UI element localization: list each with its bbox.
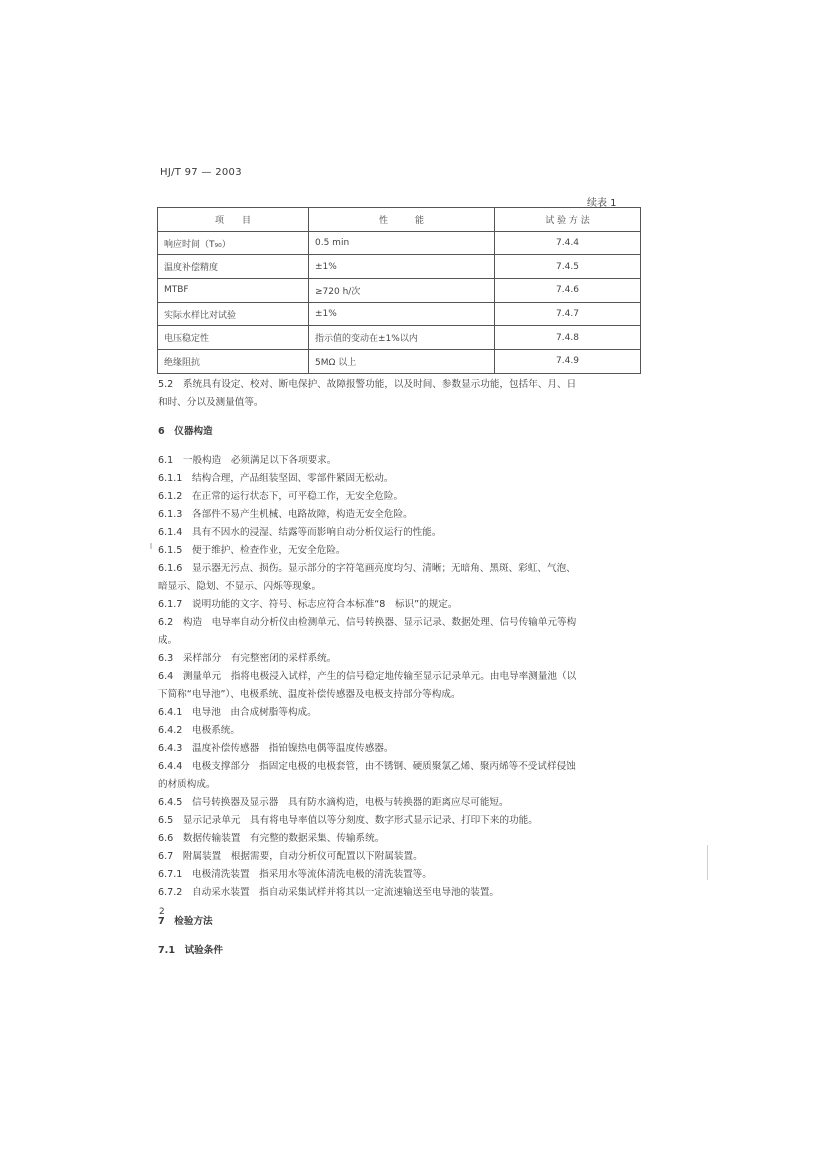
cell-performance: 指示值的变动在±1%以内 — [309, 326, 495, 350]
text-line: 6.1.3 各部件不易产生机械、电路故障，构造无安全危险。 — [158, 509, 413, 520]
text-line: 暗显示、隐划、不显示、闪烁等现象。 — [158, 581, 322, 592]
cell-performance: ±1% — [309, 302, 495, 326]
cell-method: 7.4.6 — [495, 279, 641, 303]
cell-method: 7.4.7 — [495, 302, 641, 326]
cell-item: MTBF — [158, 279, 309, 303]
spacer — [158, 902, 642, 913]
page-number: 2 — [159, 907, 165, 917]
text-line: 6.6 数据传输装置 有完整的数据采集、传输系统。 — [158, 833, 385, 844]
cell-performance: 0.5 min — [309, 231, 495, 255]
cell-item: 实际水样比对试验 — [158, 302, 309, 326]
table-row — [158, 350, 641, 374]
text-line: 6.1.1 结构合理，产品组装坚固、零部件紧固无松动。 — [158, 473, 394, 484]
spacer — [158, 931, 642, 942]
text-line: 6.2 构造 电导率自动分析仪由检测单元、信号转换器、显示记录、数据处理、信号传输单元等构 — [158, 617, 577, 628]
header-performance: 性 能 — [309, 208, 495, 232]
cell-method: 7.4.5 — [495, 255, 641, 279]
cell-method: 7.4.8 — [495, 326, 641, 350]
text-line: 6.4.2 电极系统。 — [158, 725, 240, 736]
text-line: 的材质构成。 — [158, 779, 216, 790]
cell-performance: 5MΩ 以上 — [309, 350, 495, 374]
cell-item: 电压稳定性 — [158, 326, 309, 350]
text-line: 6.7.2 自动采水装置 指自动采集试样并将其以一定流速输送至电导池的装置。 — [158, 887, 500, 898]
cell-item: 温度补偿精度 — [158, 255, 309, 279]
table-row — [158, 231, 641, 255]
table-row — [158, 279, 641, 303]
cell-method: 7.4.9 — [495, 350, 641, 374]
specification-table — [157, 207, 641, 374]
cell-method: 7.4.4 — [495, 231, 641, 255]
text-line: 6.3 采样部分 有完整密闭的采样系统。 — [158, 653, 337, 664]
cell-performance: ±1% — [309, 255, 495, 279]
text-line: 6.4 测量单元 指将电极浸入试样，产生的信号稳定地传输至显示记录单元。由电导率测量池（以 — [158, 671, 577, 682]
header-test-method: 试 验 方 法 — [495, 208, 641, 232]
text-line: 5.2 系统具有设定、校对、断电保护、故障报警功能，以及时间、参数显示功能，包括年、月、日 — [158, 379, 577, 390]
table-continued-label: 续表 1 — [587, 198, 617, 209]
text-line: 6.5 显示记录单元 具有将电导率值以等分刻度、数字形式显示记录、打印下来的功能。 — [158, 815, 538, 826]
text-line: 6.1 一般构造 必须满足以下各项要求。 — [158, 455, 337, 466]
subsection-heading: 7.1 试验条件 — [158, 945, 223, 956]
text-line: 成。 — [158, 635, 178, 646]
text-line: 6.4.1 电导池 由合成树脂等构成。 — [158, 707, 317, 718]
cell-item: 绝缘阻抗 — [158, 350, 309, 374]
cell-item: 响应时间（T₉₀） — [158, 231, 309, 255]
text-line: 6.1.4 具有不因水的浸湿、结露等而影响自动分析仪运行的性能。 — [158, 527, 442, 538]
scan-mark — [707, 845, 708, 880]
section-heading: 7 检验方法 — [158, 916, 213, 927]
text-line: 6.1.2 在正常的运行状态下，可平稳工作，无安全危险。 — [158, 491, 404, 502]
header-item: 项 目 — [158, 208, 309, 232]
spacer — [158, 412, 642, 423]
text-line: 6.1.5 便于维护、检查作业，无安全危险。 — [158, 545, 346, 556]
text-line: 下简称“电导池”）、电极系统、温度补偿传感器及电极支持部分等构成。 — [158, 689, 461, 700]
cell-performance: ≥720 h/次 — [309, 279, 495, 303]
text-line: 6.4.3 温度补偿传感器 指铂镍热电偶等温度传感器。 — [158, 743, 394, 754]
table-header-row — [158, 208, 641, 232]
scan-mark — [150, 543, 152, 549]
text-line: 6.1.6 显示器无污点、损伤。显示部分的字符笔画亮度均匀、清晰；无暗角、黑斑、彩虹、气泡、 — [158, 563, 576, 574]
text-line: 6.4.4 电极支撑部分 指固定电极的电极套管，由不锈钢、硬质聚氯乙烯、聚丙烯等不受试样侵蚀 — [158, 761, 576, 772]
text-line: 和时、分以及测量值等。 — [158, 397, 264, 408]
text-line: 6.4.5 信号转换器及显示器 具有防水滴构造，电极与转换器的距离应尽可能短。 — [158, 797, 509, 808]
table-row — [158, 302, 641, 326]
text-line: 6.7 附属装置 根据需要，自动分析仪可配置以下附属装置。 — [158, 851, 423, 862]
table-row — [158, 326, 641, 350]
standard-code: HJ/T 97 — 2003 — [160, 167, 242, 178]
text-line: 6.1.7 说明功能的文字、符号、标志应符合本标准“8 标识”的规定。 — [158, 599, 458, 610]
text-line: 6.7.1 电极清洗装置 指采用水等流体清洗电极的清洗装置等。 — [158, 869, 432, 880]
body-text — [158, 376, 642, 960]
section-heading: 6 仪器构造 — [158, 426, 213, 437]
table-row — [158, 255, 641, 279]
spacer — [158, 441, 642, 452]
